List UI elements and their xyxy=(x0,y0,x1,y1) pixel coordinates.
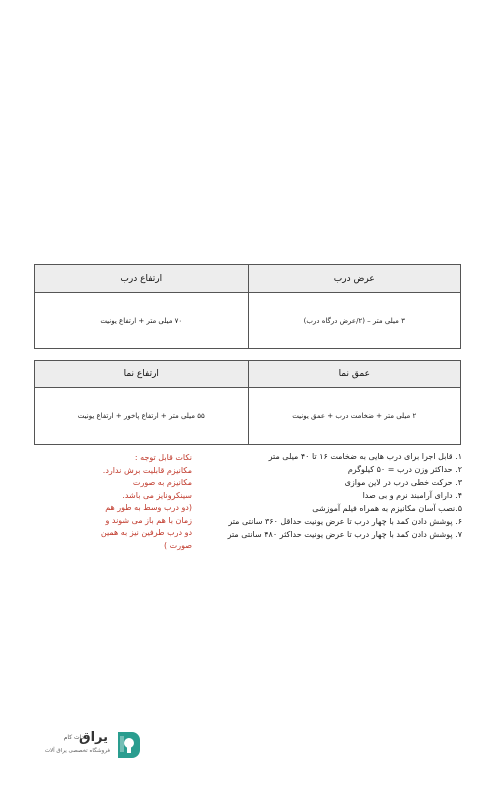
table-header-facade-depth: عمق نما xyxy=(248,361,461,388)
note-line: (دو درب وسط به طور هم زمان با هم باز می شوند و دو درب طرفین نیز به همین صورت ) xyxy=(100,503,192,550)
notes-title: نکات قابل توجه : xyxy=(134,453,192,462)
table-cell-door-height: ۷۰ میلی متر + ارتفاع یونیت xyxy=(100,316,183,325)
facade-dimensions-table xyxy=(34,360,461,445)
list-item: ۱. قابل اجرا برای درب هایی به ضخامت ۱۶ تا ۴۰ میلی متر xyxy=(268,452,462,461)
table-cell-facade-height: ۵۵ میلی متر + ارتفاع پاخور + ارتفاع یونیت xyxy=(77,412,205,420)
note-line: مکانیزم قابلیت برش ندارد. xyxy=(102,465,192,475)
table-header-door-width: عرض درب xyxy=(248,265,461,293)
lock-keyhole-logo-icon xyxy=(112,728,144,760)
list-item: ۷. پوشش دادن کمد با چهار درب تا عرض یونیت حداکثر ۴۸۰ سانتی متر xyxy=(227,530,462,539)
notes-block xyxy=(100,452,192,552)
list-item: ۲. حداکثر وزن درب = ۵۰ کیلوگرم xyxy=(347,465,462,474)
list-item: ۵.نصب آسان مکانیزم به همراه فیلم آموزشی xyxy=(312,504,462,513)
logo-brand-name: یراق xyxy=(78,730,108,745)
list-item: ۴. دارای آرامبند نرم و بی صدا xyxy=(362,491,462,500)
table-cell-door-width: ۳ میلی متر – (۲/عرض درگاه درب) xyxy=(248,293,461,348)
logo-domain: دات کام xyxy=(63,734,84,741)
feature-list xyxy=(192,450,462,541)
note-line: مکانیزم به صورت سینکرونایز می باشد. xyxy=(122,478,192,500)
list-item: ۳. حرکت خطی درب در لاین موازی xyxy=(344,478,462,487)
list-item: ۶. پوشش دادن کمد با چهار درب تا عرض یونیت حداقل ۳۶۰ سانتی متر xyxy=(228,517,462,526)
logo-tagline: فروشگاه تخصصی یراق آلات xyxy=(44,748,110,754)
table-cell-facade-depth: ۲ میلی متر + ضخامت درب + عمق یونیت xyxy=(248,388,461,444)
door-dimensions-table xyxy=(34,264,461,349)
table-header-door-height: ارتفاع درب xyxy=(35,265,248,293)
table-header-facade-height: ارتفاع نما xyxy=(35,361,248,388)
brand-logo xyxy=(44,728,144,762)
